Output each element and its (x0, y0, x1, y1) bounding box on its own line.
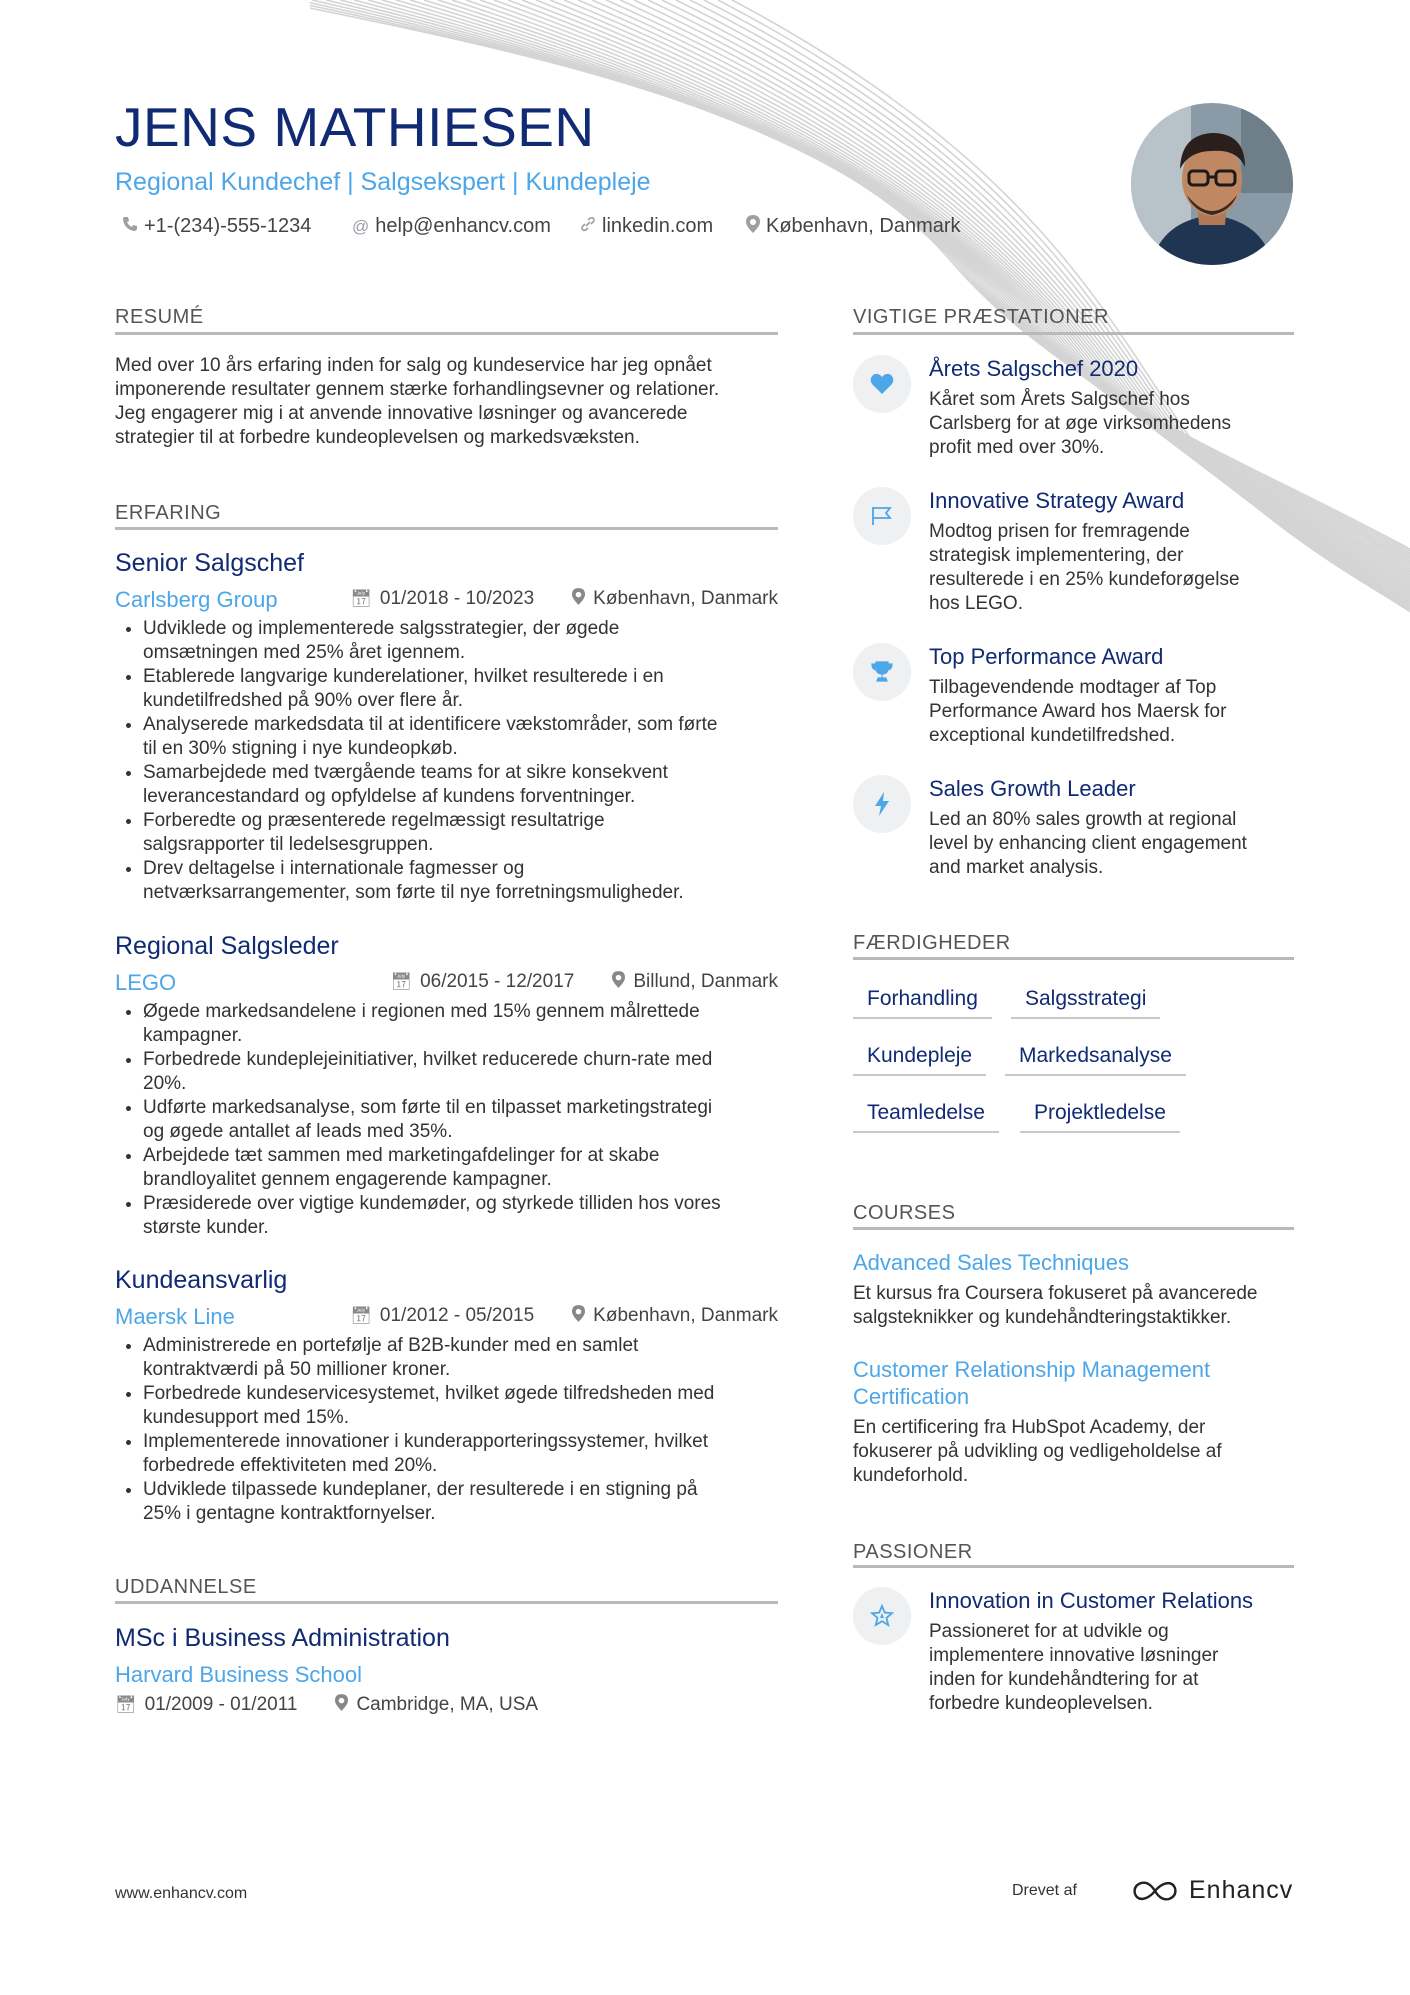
experience-heading: ERFARING (115, 502, 222, 524)
list-item: • Etablerede langvarige kunderelationer, hvilket resulterede i en kundetilfredshed på 90% over flere år. (143, 665, 793, 713)
job-location: Billund, Danmark (633, 971, 778, 992)
achievements-divider (853, 332, 1294, 335)
location-pin-icon (572, 588, 585, 610)
list-item: • Præsiderede over vigtige kundemøder, og styrkede tilliden hos vores største kunder. (143, 1192, 793, 1240)
achievement-description: Modtog prisen for fremragende strategisk implementering, der resulterede i en 25% kundeforøgelse hos LEGO. (929, 521, 1240, 614)
avatar (1131, 103, 1293, 265)
job-title: Regional Salgsleder (115, 932, 339, 960)
list-item: • Implementerede innovationer i kunderapporteringssystemer, hvilket forbedrede effektiviteten med 20%. (143, 1430, 793, 1478)
list-item: • Samarbejdede med tværgående teams for at sikre konsekvent leverancestandard og opfyldelse af kundens forventninger. (143, 761, 793, 809)
achievement-title: Sales Growth Leader (929, 776, 1136, 801)
skill-tag: Markedsanalyse (1005, 1044, 1186, 1076)
summary-line: Jeg engagerer mig i at anvende innovative løsninger og avancerede (115, 403, 688, 424)
candidate-tagline: Regional Kundechef | Salgsekspert | Kundepleje (115, 168, 651, 196)
skill-tag: Forhandling (853, 987, 992, 1019)
brand-logo[interactable] (1131, 1876, 1293, 1905)
achievement-title: Årets Salgschef 2020 (929, 356, 1139, 381)
skill-tag: Teamledelse (853, 1101, 999, 1133)
passion-title: Innovation in Customer Relations (929, 1588, 1254, 1613)
job-company: Maersk Line (115, 1304, 235, 1329)
courses-heading: COURSES (853, 1202, 956, 1224)
skill-tag: Salgsstrategi (1011, 987, 1160, 1019)
summary-heading: RESUMÉ (115, 306, 204, 328)
brand-name: Enhancv (1189, 1876, 1294, 1904)
passions-heading: PASSIONER (853, 1541, 973, 1563)
summary-divider (115, 332, 778, 335)
location-pin-icon (572, 1305, 585, 1327)
summary-line: strategier til at forbedre kundeoplevelsen og markedsvæksten. (115, 427, 640, 448)
job-dates: 06/2015 - 12/2017 (420, 971, 575, 992)
job-dates: 01/2012 - 05/2015 (379, 1305, 535, 1326)
list-item: • Udviklede og implementerede salgsstrategier, der øgede omsætningen med 25% året igennem. (143, 617, 793, 665)
education-dates: 01/2009 - 01/2011 (144, 1694, 298, 1715)
course-description: En certificering fra HubSpot Academy, der fokuserer på udvikling og vedligeholdelse af kundeforhold. (853, 1417, 1222, 1486)
achievement-description: Tilbagevendende modtager af Top Performance Award hos Maersk for exceptional kundetilfredshed. (929, 677, 1227, 746)
achievement-description: Led an 80% sales growth at regional level by enhancing client engagement and market analysis. (929, 809, 1247, 878)
education-divider (115, 1601, 778, 1604)
job-bullets (115, 1334, 793, 1526)
infinity-logo-icon (1131, 1879, 1179, 1903)
education-school: Harvard Business School (115, 1662, 363, 1687)
summary-text (115, 354, 785, 450)
phone-icon (122, 216, 138, 237)
job-location: København, Danmark (593, 1305, 778, 1326)
bolt-icon (853, 775, 911, 833)
list-item: • Udviklede tilpassede kundeplaner, der resulterede i en stigning på 25% i gentagne kontraktfornyelser. (143, 1478, 793, 1526)
summary-line: Med over 10 års erfaring inden for salg og kundeservice har jeg opnået (115, 355, 712, 376)
phone-text[interactable]: +1-(234)-555-1234 (144, 215, 312, 237)
achievement-title: Innovative Strategy Award (929, 488, 1185, 513)
footer-website[interactable]: www.enhancv.com (115, 1885, 248, 1902)
linkedin-link[interactable]: linkedin.com (602, 215, 714, 237)
achievement-title: Top Performance Award (929, 644, 1164, 669)
job-bullets (115, 1000, 793, 1240)
location-pin-icon (335, 1694, 348, 1716)
list-item: • Arbejdede tæt sammen med marketingafdelinger for at skabe brandloyalitet gennem engagerende kampagner. (143, 1144, 793, 1192)
footer-powered-by: Drevet af (1012, 1882, 1077, 1899)
list-item: • Forberedte og præsenterede regelmæssigt resultatrige salgsrapporter til ledelsesgruppen. (143, 809, 793, 857)
education-meta (115, 1694, 538, 1716)
skill-tag: Projektledelse (1020, 1101, 1180, 1133)
skill-tag: Kundepleje (853, 1044, 986, 1076)
skills-divider (853, 957, 1294, 960)
contact-linkedin (580, 215, 713, 238)
location-text: København, Danmark (766, 215, 961, 237)
achievements-heading: VIGTIGE PRÆSTATIONER (853, 306, 1109, 328)
education-degree: MSc i Business Administration (115, 1624, 450, 1652)
job-meta (336, 1305, 778, 1327)
job-title: Senior Salgschef (115, 549, 305, 577)
list-item: • Analyserede markedsdata til at identificere vækstområder, som førte til en 30% stigning i nye kundeopkøb. (143, 713, 793, 761)
job-title: Kundeansvarlig (115, 1266, 288, 1294)
course-title: Advanced Sales Techniques (853, 1250, 1130, 1275)
trophy-icon (853, 643, 911, 701)
at-icon: @ (352, 216, 370, 236)
job-company: LEGO (115, 970, 177, 995)
location-pin-icon (612, 971, 625, 993)
list-item: • Forbedrede kundeplejeinitiativer, hvilket reducerede churn-rate med 20%. (143, 1048, 793, 1096)
passions-divider (853, 1565, 1294, 1568)
achievement-description: Kåret som Årets Salgschef hos Carlsberg for at øge virksomhedens profit med over 30%. (929, 389, 1232, 458)
job-meta (336, 588, 778, 610)
job-location: København, Danmark (593, 588, 778, 609)
calendar-icon: 📅︎ (350, 589, 372, 608)
job-dates: 01/2018 - 10/2023 (379, 588, 535, 609)
experience-divider (115, 527, 778, 530)
contact-location (746, 215, 961, 238)
link-icon (580, 216, 596, 237)
job-meta (336, 971, 778, 993)
skills-heading: FÆRDIGHEDER (853, 932, 1011, 954)
list-item: • Drev deltagelse i internationale fagmesser og netværksarrangementer, som førte til nye forretningsmuligheder. (143, 857, 793, 905)
job-bullets (115, 617, 793, 905)
calendar-icon: 📅︎ (350, 1306, 372, 1325)
list-item: • Forbedrede kundeservicesystemet, hvilket øgede tilfredsheden med kundesupport med 15%. (143, 1382, 793, 1430)
courses-divider (853, 1227, 1294, 1230)
calendar-icon: 📅︎ (390, 972, 413, 991)
contact-email (352, 215, 551, 238)
list-item: • Øgede markedsandelene i regionen med 15% gennem målrettede kampagner. (143, 1000, 793, 1048)
list-item: • Administrerede en portefølje af B2B-kunder med en samlet kontraktværdi på 50 millioner kroner. (143, 1334, 793, 1382)
contact-phone (122, 215, 311, 238)
education-heading: UDDANNELSE (115, 1576, 257, 1598)
summary-line: imponerende resultater gennem stærke forhandlingsevner og relationer. (115, 379, 720, 400)
passion-description: Passioneret for at udvikle og implementere innovative løsninger inden for kundehåndtering for at forbedre kundeoplevelsen. (929, 1621, 1219, 1714)
flag-icon (853, 487, 911, 545)
course-description: Et kursus fra Coursera fokuseret på avancerede salgsteknikker og kundehåndteringstaktikker. (853, 1283, 1258, 1328)
location-pin-icon (746, 215, 760, 238)
job-company: Carlsberg Group (115, 587, 278, 612)
email-link[interactable]: help@enhancv.com (375, 215, 551, 237)
candidate-name: JENS MATHIESEN (115, 96, 595, 158)
list-item: • Udførte markedsanalyse, som førte til en tilpasset marketingstrategi og øgede antallet af leads med 35%. (143, 1096, 793, 1144)
calendar-icon: 📅︎ (115, 1695, 137, 1714)
course-title: Customer Relationship Management Certification (853, 1357, 1211, 1409)
star-icon (853, 1587, 911, 1645)
heart-icon (853, 355, 911, 413)
education-location: Cambridge, MA, USA (356, 1694, 539, 1715)
